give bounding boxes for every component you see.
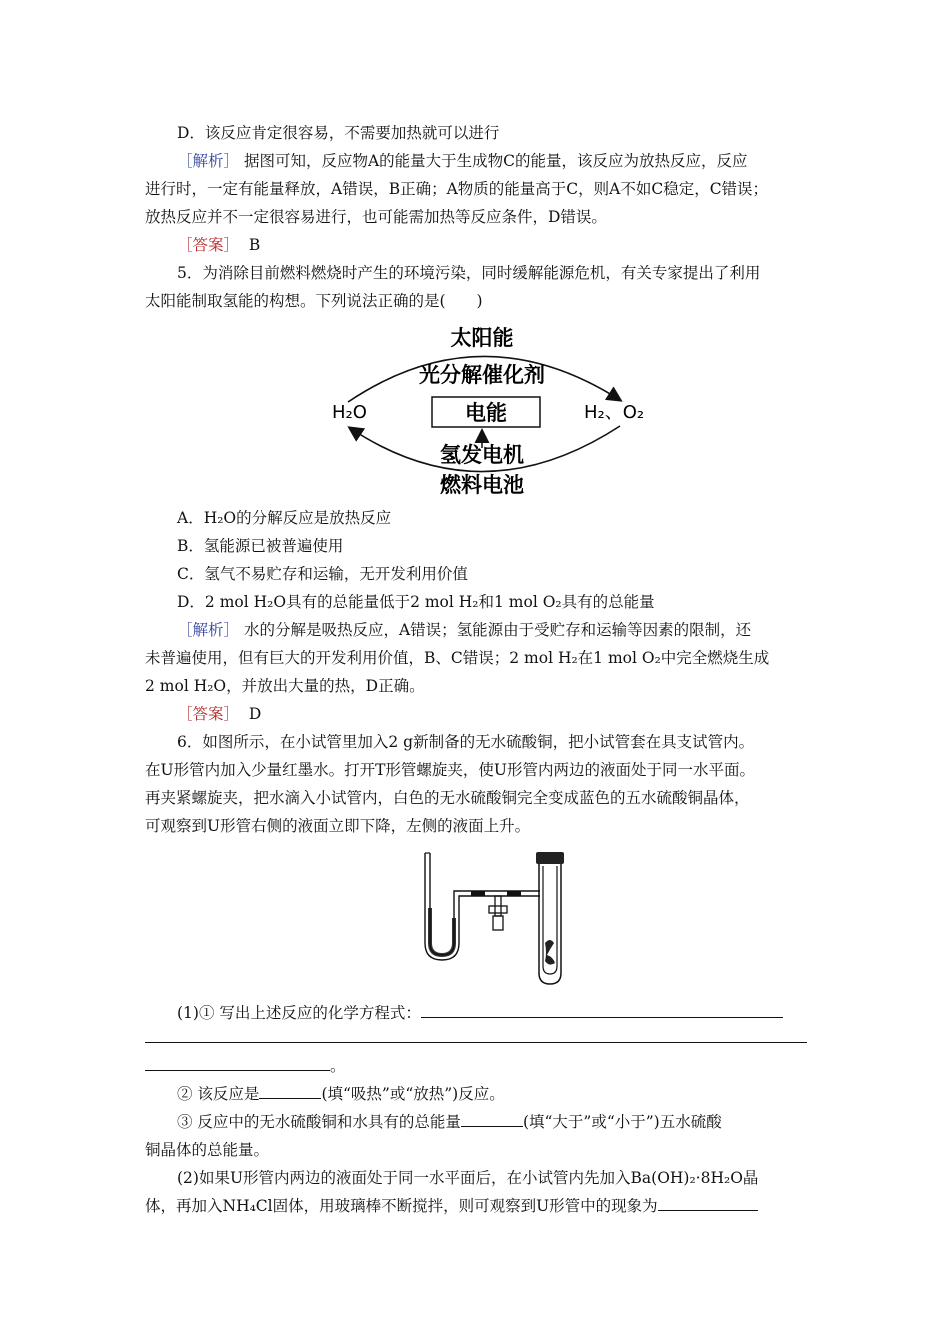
answer-tag: ［答案］ bbox=[177, 705, 240, 723]
q5-stem-line-2: 太阳能制取氢能的构想。下列说法正确的是( ) bbox=[145, 292, 483, 310]
q6-stem-line-3: 再夹紧螺旋夹，把水滴入小试管内，白色的无水硫酸铜完全变成蓝色的五水硫酸铜晶体， bbox=[145, 789, 750, 807]
q6-part3-line bbox=[177, 1112, 839, 1132]
q5-analysis-line-1 bbox=[177, 620, 839, 640]
analysis-tag: ［解析］ bbox=[177, 152, 240, 170]
diagram-fuel-cell: 燃料电池 bbox=[440, 473, 524, 497]
q6-part2-line bbox=[177, 1084, 839, 1104]
q6-part1-line bbox=[177, 1003, 839, 1023]
q6-part1-end: 。 bbox=[330, 1057, 346, 1075]
q6-stem-line-1: 6．如图所示，在小试管里加入2 g新制备的无水硫酸铜，把小试管套在具支试管内。 bbox=[177, 733, 755, 751]
q6-part3-end: 铜晶体的总能量。 bbox=[145, 1141, 270, 1159]
q4-option-d: D．该反应肯定很容易，不需要加热就可以进行 bbox=[177, 124, 500, 142]
answer-blank-3[interactable] bbox=[145, 1056, 330, 1071]
analysis-tag: ［解析］ bbox=[177, 621, 240, 639]
q6-part1-end-line bbox=[145, 1056, 807, 1076]
analysis-text: 据图可知，反应物A的能量大于生成物C的能量，该反应为放热反应，反应 bbox=[243, 152, 748, 170]
diagram-electric-energy: 电能 bbox=[465, 401, 507, 425]
q5-option-b: B．氢能源已被普遍使用 bbox=[177, 537, 344, 555]
q4-answer bbox=[177, 235, 839, 255]
answer-value: D bbox=[248, 705, 262, 723]
q6-part3-suffix: (填“大于”或“小于”)五水硫酸 bbox=[522, 1113, 722, 1131]
answer-blank-4[interactable] bbox=[259, 1084, 321, 1099]
q5-option-c: C．氢气不易贮存和运输，无开发利用价值 bbox=[177, 565, 468, 583]
answer-blank-6[interactable] bbox=[658, 1196, 758, 1211]
q4-analysis-line-1 bbox=[177, 151, 839, 171]
q6-part1-prompt: (1)① 写出上述反应的化学方程式： bbox=[177, 1004, 421, 1022]
u-tube-apparatus-diagram bbox=[415, 848, 580, 990]
diagram-solar-energy: 太阳能 bbox=[450, 326, 514, 350]
q6-part2-suffix: (填“吸热”或“放热”)反应。 bbox=[321, 1085, 505, 1103]
q5-option-a: A．H₂O的分解反应是放热反应 bbox=[177, 509, 392, 527]
q6-part2-prefix: ② 该反应是 bbox=[177, 1085, 260, 1103]
q4-analysis-line-3: 放热反应并不一定很容易进行，也可能需加热等反应条件，D错误。 bbox=[145, 208, 607, 226]
answer-blank-1[interactable] bbox=[421, 1003, 783, 1018]
q5-answer bbox=[177, 704, 839, 724]
q5-option-d: D．2 mol H₂O具有的总能量低于2 mol H₂和1 mol O₂具有的总能量 bbox=[177, 593, 655, 611]
analysis-text: 水的分解是吸热反应，A错误；氢能源由于受贮存和运输等因素的限制，还 bbox=[243, 621, 752, 639]
q6-stem-line-2: 在U形管内加入少量红墨水。打开T形管螺旋夹，使U形管内两边的液面处于同一水平面。 bbox=[145, 761, 755, 779]
q4-analysis-line-2: 进行时，一定有能量释放，A错误，B正确；A物质的能量高于C，则A不如C稳定，C错误； bbox=[145, 180, 769, 198]
diagram-photocatalyst: 光分解催化剂 bbox=[419, 363, 545, 387]
q6-part4-text: 体，再加入NH₄Cl固体，用玻璃棒不断搅拌，则可观察到U形管中的现象为 bbox=[145, 1197, 658, 1215]
q6-part3-prefix: ③ 反应中的无水硫酸铜和水具有的总能量 bbox=[177, 1113, 461, 1131]
answer-tag: ［答案］ bbox=[177, 236, 240, 254]
answer-blank-5[interactable] bbox=[461, 1112, 523, 1127]
diagram-hydrogen-generator: 氢发电机 bbox=[440, 443, 524, 467]
q5-analysis-line-3: 2 mol H₂O，并放出大量的热，D正确。 bbox=[145, 677, 425, 695]
q6-part4-line-2 bbox=[145, 1196, 807, 1216]
hydrogen-cycle-diagram bbox=[320, 320, 665, 505]
q6-part4-line-1: (2)如果U形管内两边的液面处于同一水平面后，在小试管内先加入Ba(OH)₂·8H₂O晶 bbox=[177, 1169, 759, 1187]
answer-blank-2[interactable] bbox=[145, 1042, 807, 1043]
diagram-water: H₂O bbox=[332, 402, 367, 423]
q5-analysis-line-2: 未普遍使用，但有巨大的开发利用价值，B、C错误；2 mol H₂在1 mol O₂中完全燃烧生成 bbox=[145, 649, 770, 667]
q6-stem-line-4: 可观察到U形管右侧的液面立即下降，左侧的液面上升。 bbox=[145, 817, 531, 835]
answer-value: B bbox=[248, 236, 261, 254]
q5-stem-line-1: 5．为消除目前燃料燃烧时产生的环境污染，同时缓解能源危机，有关专家提出了利用 bbox=[177, 264, 761, 282]
diagram-hydrogen-oxygen: H₂、O₂ bbox=[584, 402, 645, 423]
